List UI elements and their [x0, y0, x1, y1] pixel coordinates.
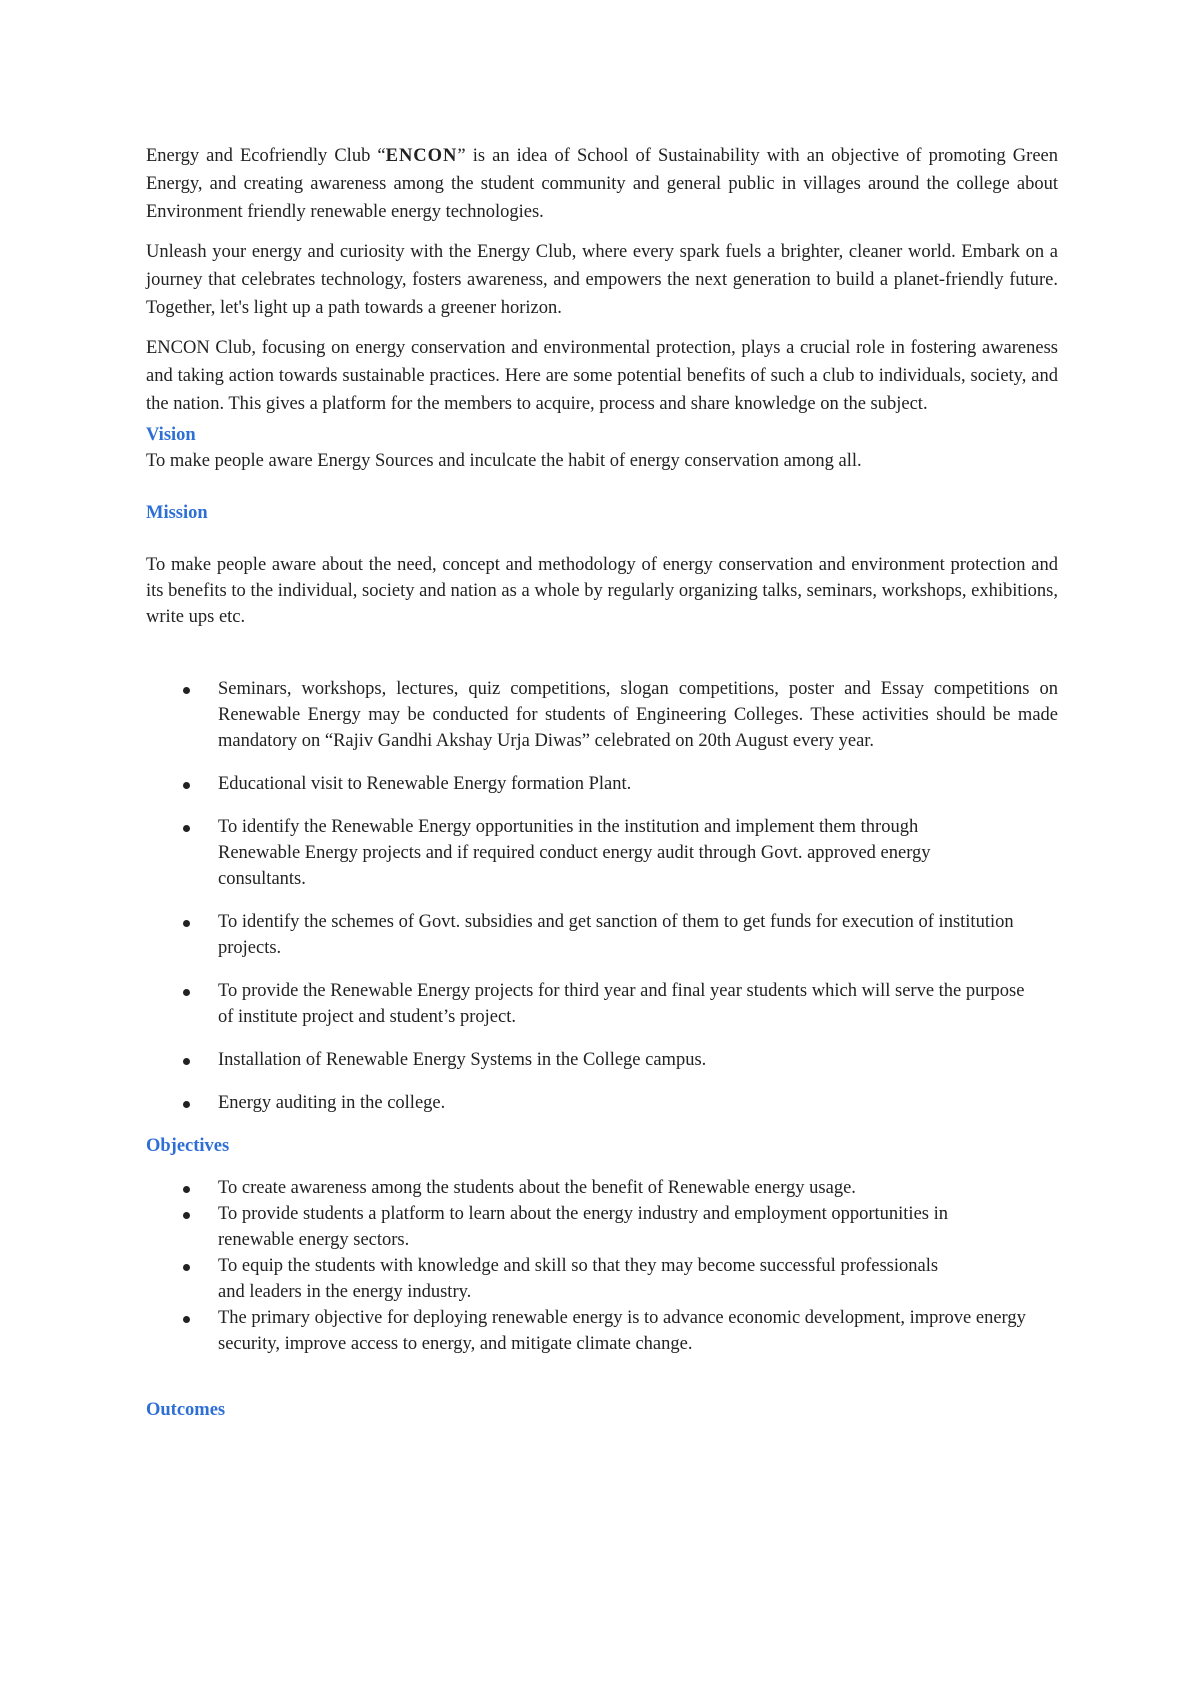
outcomes-heading: Outcomes: [146, 1400, 226, 1420]
club-name: ENCON: [385, 146, 458, 166]
list-item: [146, 1201, 1058, 1253]
list-item: [146, 1253, 1058, 1305]
bullet-icon: [183, 1264, 190, 1271]
bullet-icon: [183, 920, 190, 927]
intro-paragraph-2: Unleash your energy and curiosity with the Energy Club, where every spark fuels a brighter, cleaner world. Embark on a journey that celebrates technology, fosters awareness, and empowers the next generation to build a planet-friendly future. Together, let's light up a path towards a greener horizon.: [146, 242, 1058, 318]
list-item-text: Energy auditing in the college.: [218, 1093, 446, 1113]
list-item: [146, 978, 1058, 1030]
mission-text: To make people aware about the need, concept and methodology of energy conservation and environment protection and its benefits to the individual, society and nation as a whole by regularly organizing talks, seminars, workshops, exhibitions, write ups etc.: [146, 555, 1058, 627]
bullet-icon: [183, 1212, 190, 1219]
list-item-text: Educational visit to Renewable Energy formation Plant.: [218, 774, 632, 794]
list-item: [146, 771, 1058, 797]
intro-paragraph-3: ENCON Club, focusing on energy conservation and environmental protection, plays a crucial role in fostering awareness and taking action towards sustainable practices. Here are some potential benefits of such a club to individuals, society, and the nation. This gives a platform for the members to acquire, process and share knowledge on the subject.: [146, 338, 1058, 414]
mission-activity-list: [146, 676, 1058, 1116]
bullet-icon: [183, 1316, 190, 1323]
bullet-icon: [183, 989, 190, 996]
mission-heading: Mission: [146, 503, 208, 523]
list-item-text: To identify the Renewable Energy opportunities in the institution and implement them through Renewable Energy projects and if required conduct energy audit through Govt. approved energy consultants.: [218, 817, 931, 889]
bullet-icon: [183, 687, 190, 694]
list-item: [146, 1047, 1058, 1073]
vision-heading: Vision: [146, 425, 196, 445]
vision-text: To make people aware Energy Sources and inculcate the habit of energy conservation among all.: [146, 451, 862, 471]
objectives-list: [146, 1175, 1058, 1357]
list-item: [146, 814, 1058, 892]
bullet-icon: [183, 782, 190, 789]
list-item-text: Seminars, workshops, lectures, quiz competitions, slogan competitions, poster and Essay competitions on Renewable Energy may be conducted for students of Engineering Colleges. These activities should be made mandatory on “Rajiv Gandhi Akshay Urja Diwas” celebrated on 20th August every year.: [218, 679, 1058, 751]
bullet-icon: [183, 1186, 190, 1193]
list-item: [146, 909, 1058, 961]
list-item-text: To provide students a platform to learn about the energy industry and employment opportunities in renewable energy sectors.: [218, 1204, 948, 1250]
intro-p1-start: Energy and Ecofriendly Club “: [146, 146, 386, 166]
list-item-text: The primary objective for deploying renewable energy is to advance economic development, improve energy security, improve access to energy, and mitigate climate change.: [218, 1308, 1026, 1354]
bullet-icon: [183, 1058, 190, 1065]
bullet-icon: [183, 1101, 190, 1108]
list-item: [146, 1305, 1058, 1357]
list-item-text: To provide the Renewable Energy projects for third year and final year students which will serve the purpose of institute project and student’s project.: [218, 981, 1025, 1027]
list-item: [146, 1090, 1058, 1116]
list-item-text: Installation of Renewable Energy Systems in the College campus.: [218, 1050, 707, 1070]
list-item: [146, 1175, 1058, 1201]
list-item-text: To create awareness among the students about the benefit of Renewable energy usage.: [218, 1178, 856, 1198]
list-item-text: To identify the schemes of Govt. subsidies and get sanction of them to get funds for execution of institution projects.: [218, 912, 1014, 958]
list-item-text: To equip the students with knowledge and skill so that they may become successful professionals and leaders in the energy industry.: [218, 1256, 939, 1302]
intro-paragraph-1: [146, 142, 1058, 226]
intro-p1-end: ” is an idea of School of Sustainability with an objective of promoting Green Energy, and creating awareness among the student community and general public in villages around the college about Environment friendly renewable energy technologies.: [146, 146, 1058, 222]
document-page: [146, 142, 1058, 1423]
bullet-icon: [183, 825, 190, 832]
list-item: [146, 676, 1058, 754]
objectives-heading: Objectives: [146, 1136, 230, 1156]
